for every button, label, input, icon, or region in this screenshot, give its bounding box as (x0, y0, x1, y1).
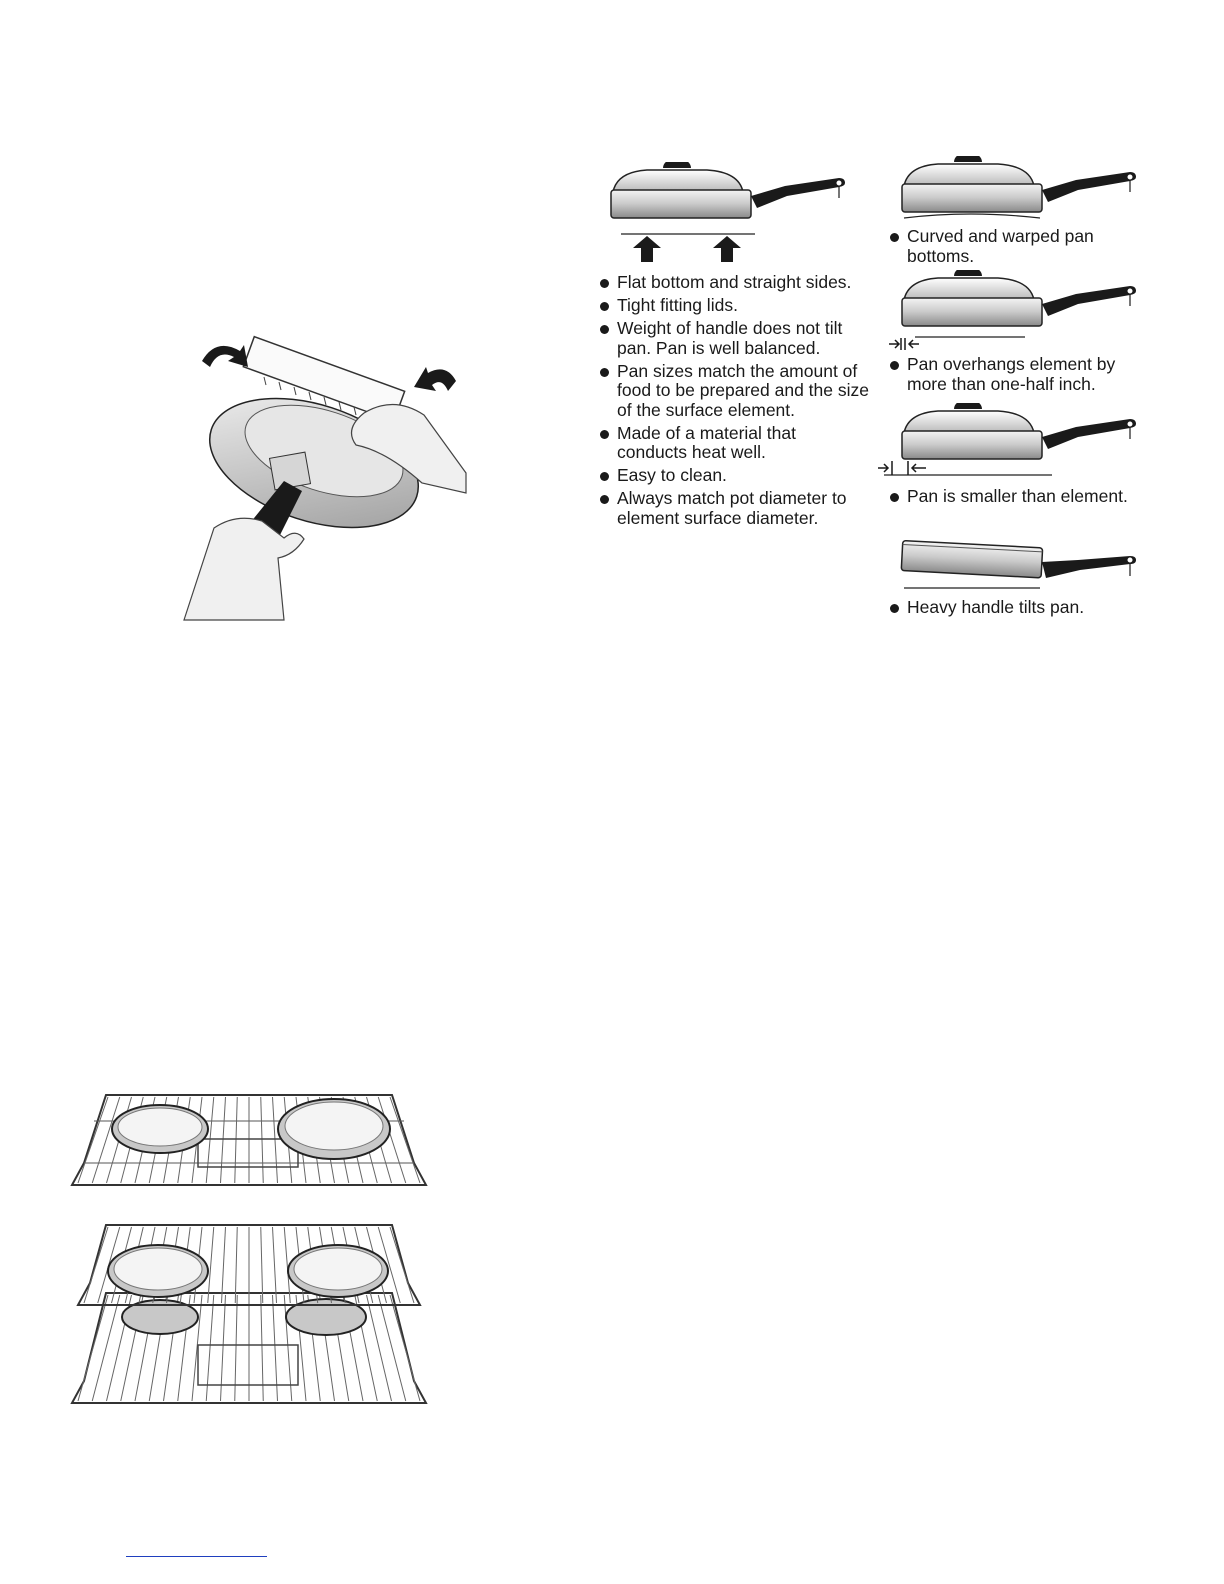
tilted-pan-icon (898, 538, 1143, 590)
list-item: Flat bottom and straight sides. (598, 273, 870, 293)
flat-bottom-pan-icon (611, 158, 845, 218)
small-pan-illustration (874, 403, 1144, 481)
list-item: Always match pot diameter to element surface diameter. (598, 489, 870, 528)
double-rack-illustration (70, 1221, 428, 1407)
ruler-check-illustration (184, 333, 469, 620)
caption-item: Pan is smaller than element. (888, 487, 1148, 507)
caption-item: Pan overhangs element by more than one-half inch. (888, 355, 1148, 394)
rack-wire (208, 1227, 214, 1303)
overhang-pan-caption (888, 355, 1148, 398)
rack-wire (84, 1227, 108, 1303)
rack-wire (222, 1227, 226, 1303)
overhang-pan-illustration (885, 270, 1143, 350)
tilted-pan-caption (888, 598, 1148, 621)
list-item: Weight of handle does not tilt pan. Pan is well balanced. (598, 319, 870, 358)
list-item: Pan sizes match the amount of food to be prepared and the size of the surface element. (598, 362, 870, 421)
rack-wire (390, 1227, 414, 1303)
caption-item: Curved and warped pan bottoms. (888, 227, 1148, 266)
up-arrow-icon (633, 236, 661, 262)
overhang-pan-icon (902, 266, 1136, 326)
warped-pan-illustration (898, 156, 1143, 222)
rack-wire (235, 1227, 237, 1303)
good-pan-illustration (607, 162, 862, 262)
up-arrow-icon (713, 236, 741, 262)
warped-pan-caption (888, 227, 1148, 270)
small-pan-caption (888, 487, 1148, 510)
footer-link-underline (126, 1556, 267, 1557)
caption-item: Heavy handle tilts pan. (888, 598, 1148, 618)
small-pan-icon (902, 399, 1136, 459)
warped-pan-icon (902, 152, 1136, 212)
list-item: Easy to clean. (598, 466, 870, 486)
tilted-pan-illustration (898, 538, 1143, 590)
list-item: Tight fitting lids. (598, 296, 870, 316)
rack-wire (261, 1227, 263, 1303)
good-pan-features-list (598, 273, 870, 532)
rack-wire (273, 1227, 277, 1303)
single-rack-illustration (70, 1091, 428, 1189)
list-item: Made of a material that conducts heat well. (598, 424, 870, 463)
